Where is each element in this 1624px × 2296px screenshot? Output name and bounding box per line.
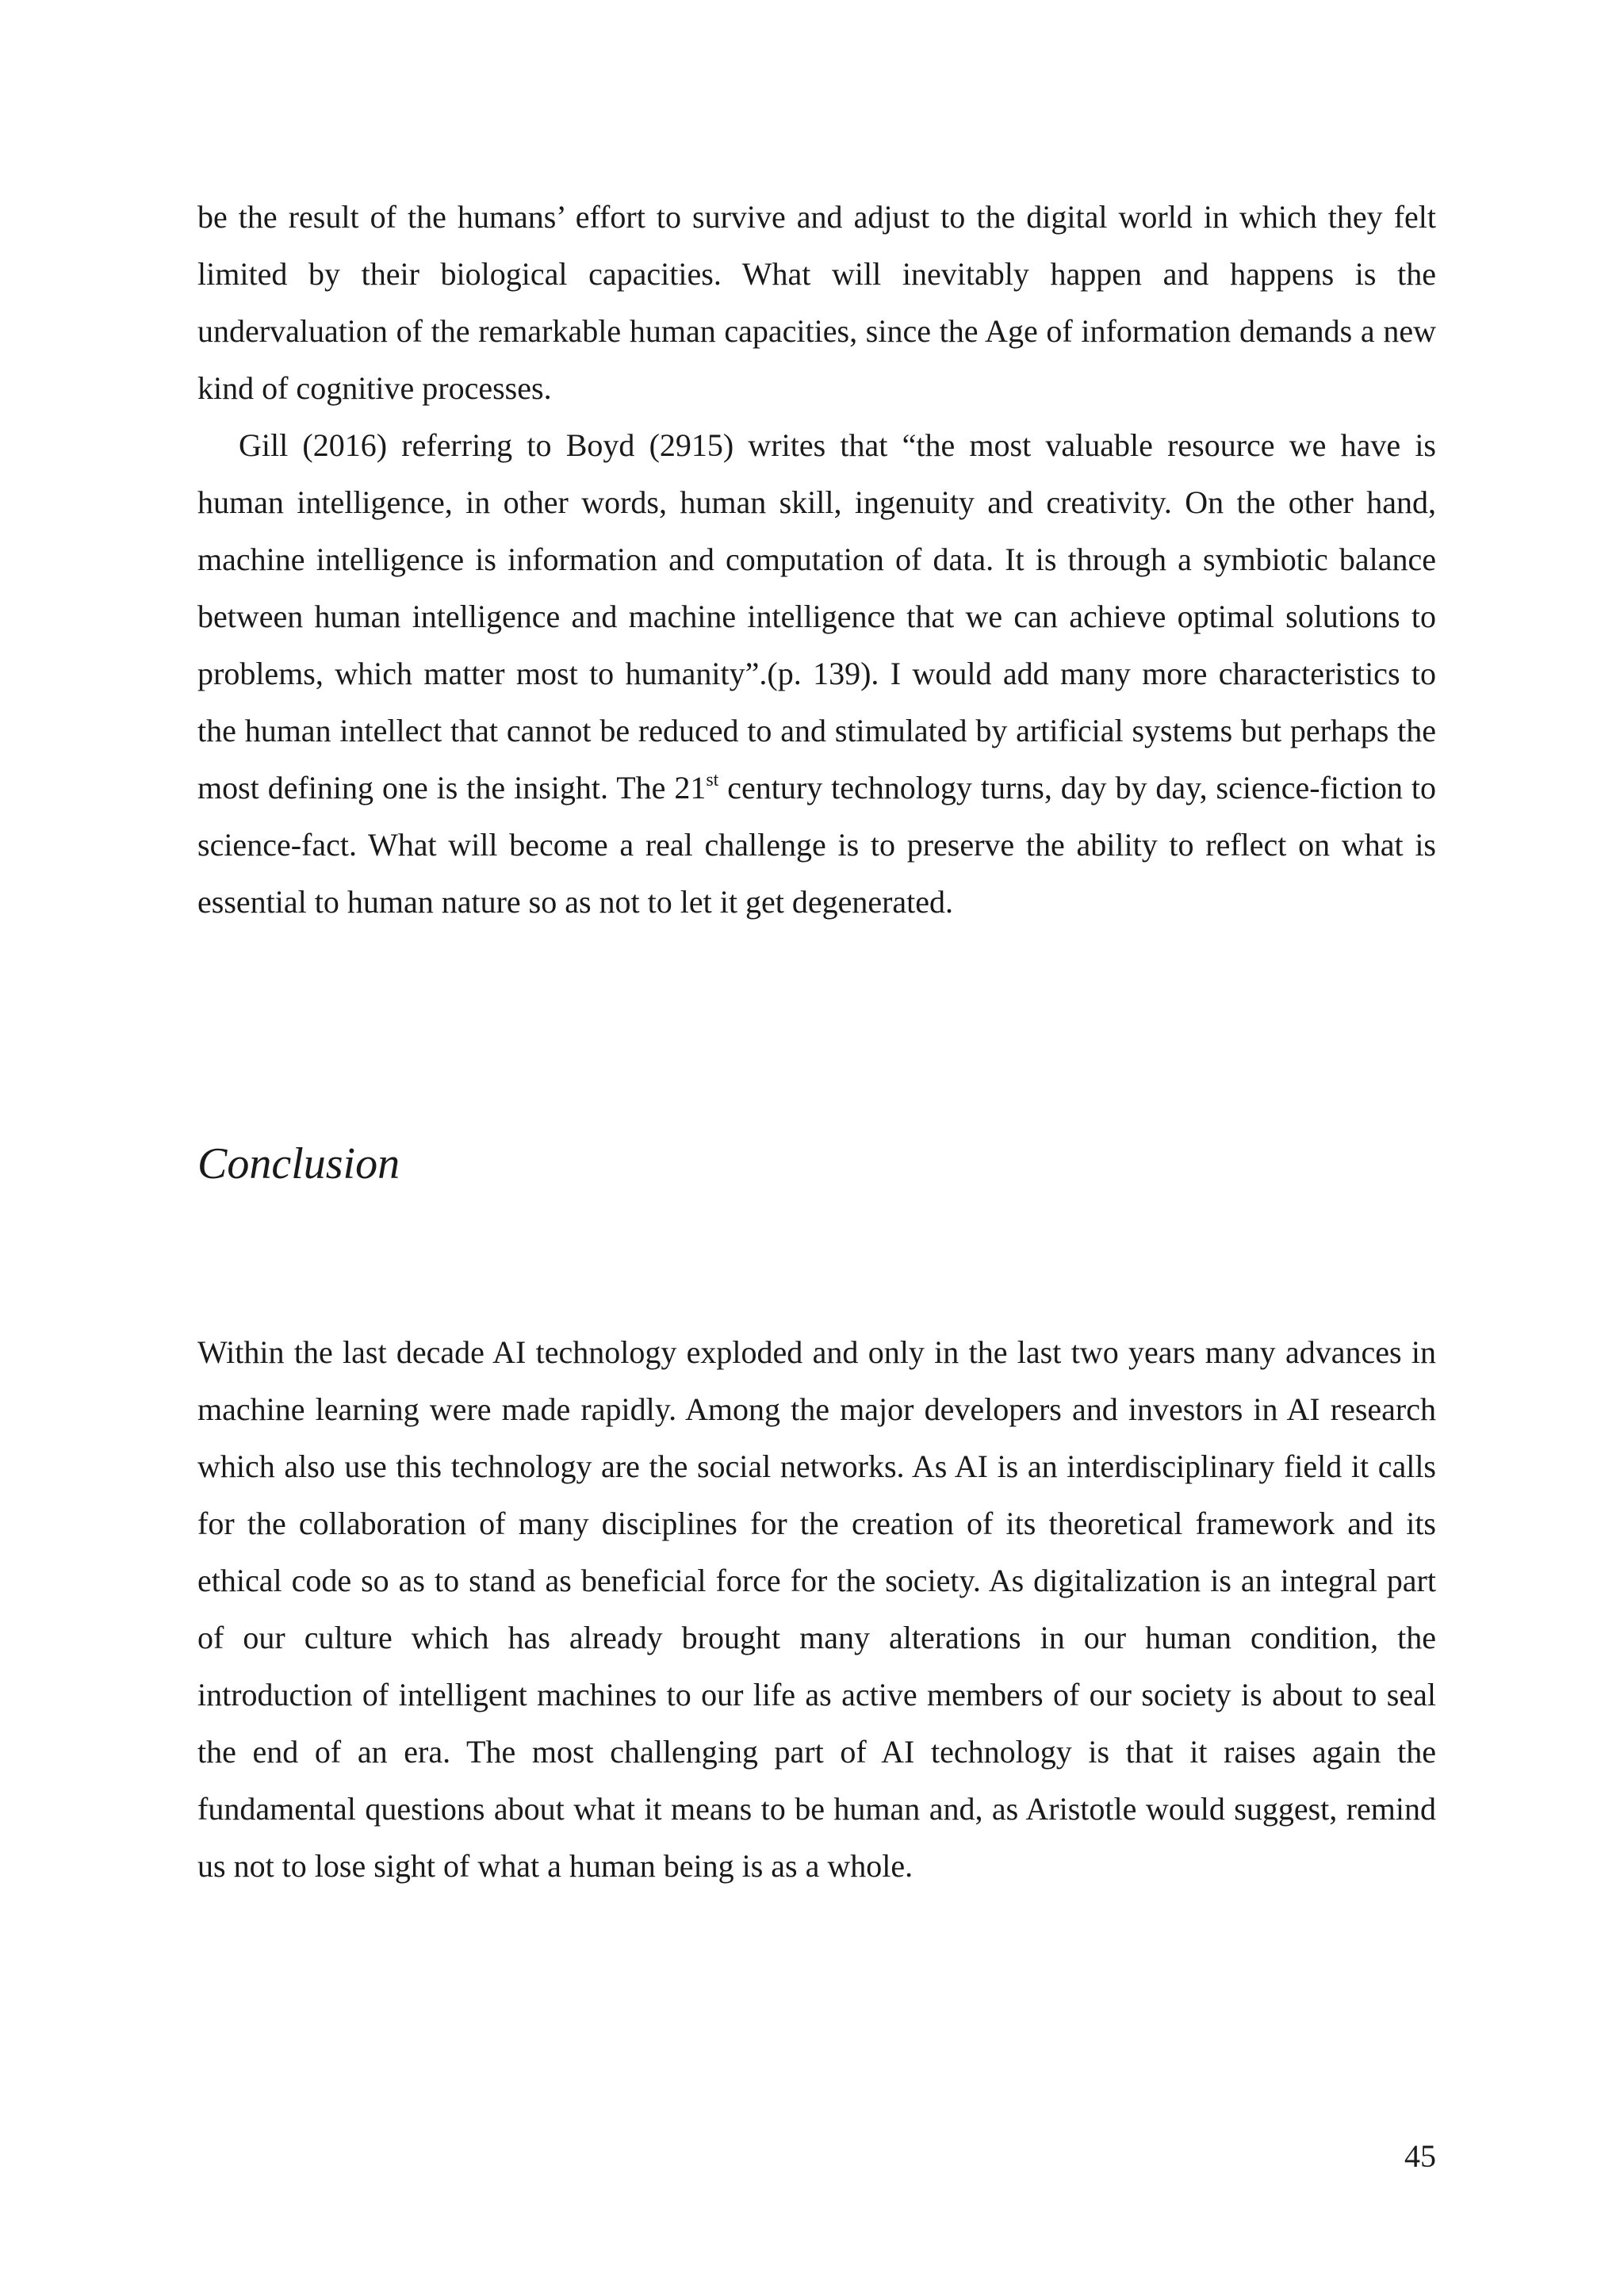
page-number: 45	[1404, 2138, 1436, 2174]
paragraph-text-part-1: Gill (2016) referring to Boyd (2915) writes that “the most valuable resource we have is human intelligence, in other words, human skill, ingenuity and creativity. On the other hand, machine intelligence is information and computation of data. It is through a symbiotic balance between human intelligence and machine intelligence that we can achieve optimal solutions to problems, which matter most to humanity”.(p. 139). I would add many more characteristics to the human intellect that cannot be reduced to and stimulated by artificial systems but perhaps the most defining one is the insight. The 21	[197, 427, 1436, 806]
section-heading-conclusion: Conclusion	[197, 1139, 400, 1188]
conclusion-paragraph: Within the last decade AI technology exploded and only in the last two years many advances in machine learning were made rapidly. Among the major developers and investors in AI research which also use this technology are the social networks. As AI is an interdisciplinary field it calls for the collaboration of many disciplines for the creation of its theoretical framework and its ethical code so as to stand as beneficial force for the society. As digitalization is an integral part of our culture which has already brought many alterations in our human condition, the introduction of intelligent machines to our life as active members of our society is about to seal the end of an era. The most challenging part of AI technology is that it raises again the fundamental questions about what it means to be human and, as Aristotle would suggest, remind us not to lose sight of what a human being is as a whole.	[197, 1334, 1436, 1884]
paragraph-text-part-2: century technology turns, day by day, science-fiction to science-fact. What will become a real challenge is to preserve the ability to reflect on what is essential to human nature so as not to let it get degenerated.	[197, 770, 1436, 920]
body-paragraph-continuation: be the result of the humans’ effort to survive and adjust to the digital world in which they felt limited by their biological capacities. What will inevitably happen and happens is the undervaluation of the remarkable human capacities, since the Age of information demands a new kind of cognitive processes.	[197, 199, 1436, 406]
body-paragraph-gill-quote	[197, 417, 1436, 931]
ordinal-superscript: st	[706, 770, 719, 790]
